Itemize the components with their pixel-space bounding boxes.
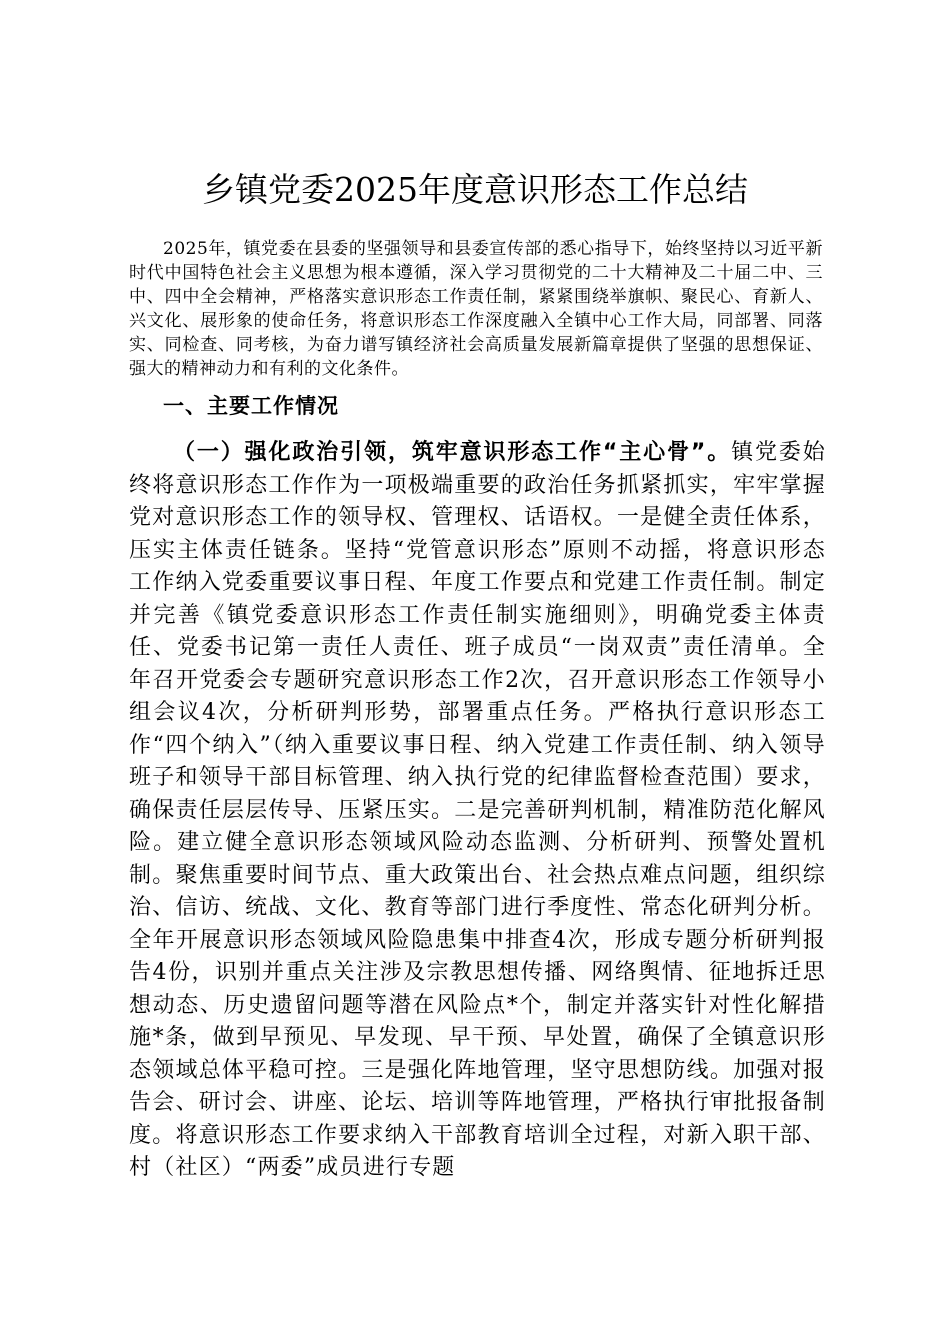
body-paragraph — [129, 437, 826, 1185]
intro-paragraph: 2025年，镇党委在县委的坚强领导和县委宣传部的悉心指导下，始终坚持以习近平新时代中国特色社会主义思想为根本遵循，深入学习贯彻党的二十大精神及二十届二中、三中、四中全会精神，严格落实意识形态工作责任制，紧紧围绕举旗帜、聚民心、育新人、兴文化、展形象的使命任务，将意识形态工作深度融入全镇中心工作大局，同部署、同落实、同检查、同考核，为奋力谱写镇经济社会高质量发展新篇章提供了坚强的思想保证、强大的精神动力和有利的文化条件。 — [129, 239, 823, 379]
document-title: 乡镇党委2025年度意识形态工作总结 — [202, 170, 748, 209]
subsection-body: 镇党委始终将意识形态工作作为一项极端重要的政治任务抓紧抓实，牢牢掌握党对意识形态工作的领导权、管理权、话语权。一是健全责任体系，压实主体责任链条。坚持“党管意识形态”原则不动摇，将意识形态工作纳入党委重要议事日程、年度工作要点和党建工作责任制。制定并完善《镇党委意识形态工作责任制实施细则》，明确党委主体责任、党委书记第一责任人责任、班子成员“一岗双责”责任清单。全年召开党委会专题研究意识形态工作2次，召开意识形态工作领导小组会议4次，分析研判形势，部署重点任务。严格执行意识形态工作“四个纳入”（纳入重要议事日程、纳入党建工作责任制、纳入领导班子和领导干部目标管理、纳入执行党的纪律监督检查范围）要求，确保责任层层传导、压紧压实。二是完善研判机制，精准防范化解风险。建立健全意识形态领域风险动态监测、分析研判、预警处置机制。聚焦重要时间节点、重大政策出台、社会热点难点问题，组织综治、信访、统战、文化、教育等部门进行季度性、常态化研判分析。全年开展意识形态领域风险隐患集中排查4次，形成专题分析研判报告4份，识别并重点关注涉及宗教思想传播、网络舆情、征地拆迁思想动态、历史遗留问题等潜在风险点*个，制定并落实针对性化解措施*条，做到早预见、早发现、早干预、早处置，确保了全镇意识形态领域总体平稳可控。三是强化阵地管理，坚守思想防线。加强对报告会、研讨会、讲座、论坛、培训等阵地管理，严格执行审批报备制度。将意识形态工作要求纳入干部教育培训全过程，对新入职干部、村（社区）“两委”成员进行专题 — [129, 440, 826, 1180]
section-heading: 一、主要工作情况 — [163, 394, 339, 418]
subsection-heading: （一）强化政治引领，筑牢意识形态工作“主心骨”。 — [173, 440, 732, 465]
